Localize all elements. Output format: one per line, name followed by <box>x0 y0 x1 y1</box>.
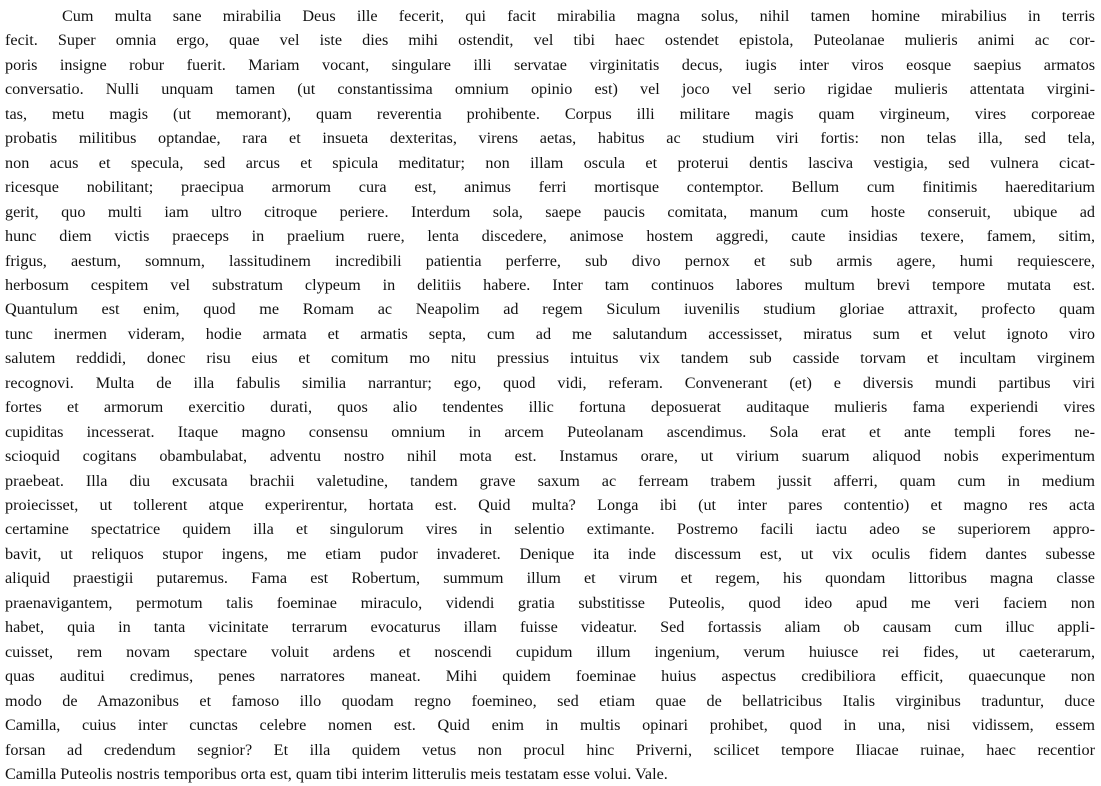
text-line: probatis militibus optandae, rara et insueta dexteritas, virens aetas, habitus ac studium viri fortis: non telas illa, sed tela, <box>5 129 1095 148</box>
text-line: non acus et specula, sed arcus et spicula meditatur; non illam oscula et proterui dentis lasciva vestigia, sed vulnera cicat- <box>5 153 1095 172</box>
text-line: tas, metu magis (ut memorant), quam reverentia prohibente. Corpus illi militare magis quam virgineum, vires corporeae <box>5 104 1095 123</box>
text-line: forsan ad credendum segnior? Et illa quidem vetus non procul hinc Priverni, scilicet tempore Iliacae ruinae, haec recentior <box>5 740 1095 759</box>
text-line: fecit. Super omnia ergo, quae vel iste dies mihi ostendit, vel tibi haec ostendet epistola, Puteolanae mulieris animi ac cor- <box>5 31 1095 50</box>
text-line: proiecisset, ut tollerent atque experirentur, hortata est. Quid multa? Longa ibi (ut inter pares contentio) et magno res acta <box>5 496 1095 514</box>
text-line: certamine spectatrice quidem illa et singulorum vires in selentio extimante. Postremo facili iactu adeo se superiorem appro- <box>5 520 1095 539</box>
text-line: aliquid praestigii putaremus. Fama est Robertum, summum illum et virum et regem, his quondam littoribus magna classe <box>5 569 1095 588</box>
text-line: gerit, quo multi iam ultro citroque periere. Interdum sola, saepe paucis comitata, manum cum hoste conseruit, ubique ad <box>5 202 1095 221</box>
text-line: poris insigne robur fuerit. Mariam vocant, singulare illi servatae virginitatis decus, iugis inter viros eosque saepius armatos <box>5 55 1095 74</box>
text-line: tunc inermen videram, hodie armata et armatis septa, cum ad me salutandum accessisset, miratus sum et velut ignoto viro <box>5 324 1095 343</box>
text-line: recognovi. Multa de illa fabulis similia narrantur; ego, quod vidi, referam. Convenerant (et) e diversis mundi partibus viri <box>5 373 1095 392</box>
text-line: ricesque nobilitant; praecipua armorum cura est, animus ferri mortisque contemptor. Bellum cum finitimis haereditarium <box>5 178 1095 197</box>
text-line: habet, quia in tanta vicinitate terrarum evocaturus illam fuisse videatur. Sed fortassis aliam ob causam cum illuc appli- <box>5 618 1095 637</box>
text-line: cuisset, rem novam spectare voluit ardens et noscendi cupidum illum ingenium, verum huiusce rei fides, ut caeterarum, <box>5 642 1095 661</box>
text-line: conversatio. Nulli unquam tamen (ut constantissima omnium opinio est) vel joco vel serio rigidae mulieris attentata virgini- <box>5 80 1095 99</box>
text-line: cupiditas incesserat. Itaque magno consensu omnium in arcem Puteolanam ascendimus. Sola erat et ante templi fores ne- <box>5 422 1095 441</box>
text-line: frigus, aestum, somnum, lassitudinem incredibili patientia perferre, sub divo pernox et sub armis agere, humi requiescere, <box>5 251 1095 270</box>
text-line: bavit, ut reliquos stupor ingens, me etiam pudor invaderet. Denique ita inde discessum est, ut vix oculis fidem dantes subesse <box>5 544 1095 563</box>
text-line: Quantulum est enim, quod me Romam ac Neapolim ad regem Siculum iuvenilis studium gloriae attraxit, profecto quam <box>5 300 1095 319</box>
text-line: praebeat. Illa diu excusata brachii valetudine, tandem grave saxum ac ferream trabem jussit afferri, quam cum in medium <box>5 471 1095 490</box>
text-line: quas auditui credimus, penes narratores maneat. Mihi quidem foeminae huius aspectus credibiliora efficit, quaecunque non <box>5 667 1095 686</box>
text-line: scioquid cogitans obambulabat, adventu nostro nihil mota est. Instamus orare, ut virium suarum aliquod nobis experimentum <box>5 447 1095 466</box>
text-line: praenavigantem, permotum talis foeminae miraculo, videndi gratia substitisse Puteolis, quod ideo apud me veri faciem non <box>5 593 1095 612</box>
text-line: Cum multa sane mirabilia Deus ille fecerit, qui facit mirabilia magna solus, nihil tamen homine mirabilius in terris <box>62 7 1095 25</box>
text-line: hunc diem victis praeceps in praelium ruere, lenta discedere, animose hostem aggredi, caute insidias texere, famem, sitim, <box>5 227 1095 245</box>
text-line: Camilla, cuius inter cunctas celebre nomen est. Quid enim in multis opinari prohibet, quod in una, nisi vidissem, essem <box>5 716 1095 734</box>
text-line: fortes et armorum exercitio durati, quos alio tendentes illic fortuna deposuerat auditaque mulieris fama experiendi vires <box>5 398 1095 417</box>
text-line: modo de Amazonibus et famoso illo quodam regno foemineo, sed etiam quae de bellatricibus Italis virginibus traduntur, duce <box>5 691 1095 710</box>
text-line: salutem reddidi, donec risu eius et comitum mo nitu pressius intuitus vix tandem sub casside torvam et incultam virginem <box>5 349 1095 368</box>
text-line: herbosum cespitem vel substratum clypeum in delitiis habere. Inter tam continuos labores multum brevi tempore mutata est. <box>5 275 1095 294</box>
text-line: Camilla Puteolis nostris temporibus orta est, quam tibi interim litterulis meis testatam esse volui. Vale. <box>5 764 668 783</box>
